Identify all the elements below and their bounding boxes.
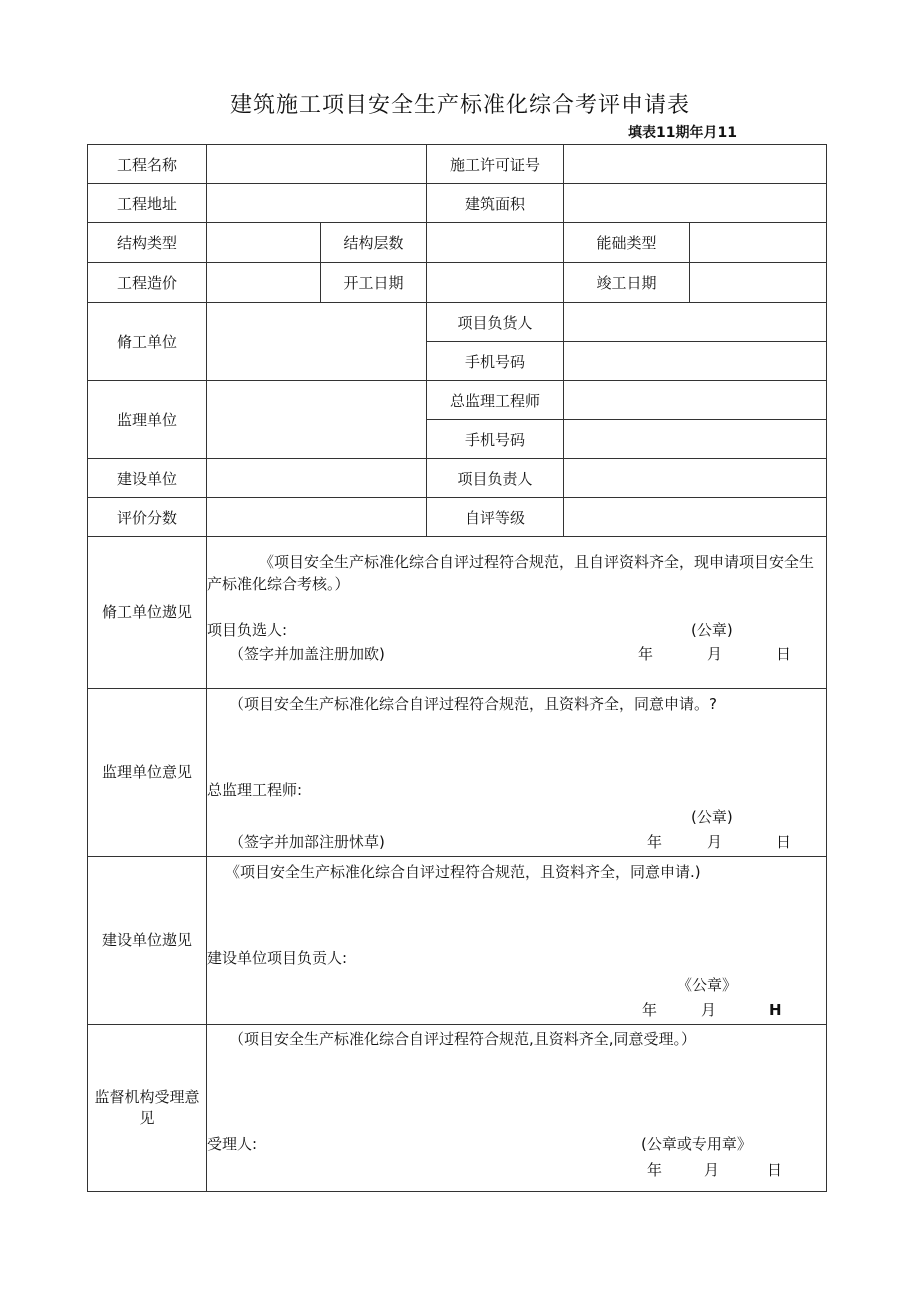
supervisor-seal: (公章) bbox=[691, 808, 733, 826]
constructor-opinion-text: 《项目安全生产标准化综合自评过程符合规范，且自评资料齐全，现申请项目安全生产标准化综合考核。） bbox=[207, 553, 815, 593]
owner-manager-label: 项目负责人 bbox=[427, 459, 564, 498]
project-name-label: 工程名称 bbox=[88, 145, 207, 184]
constructor-opinion-label: 脩工单位遨见 bbox=[88, 537, 207, 689]
finish-date-field[interactable] bbox=[690, 263, 827, 303]
owner-day: H bbox=[769, 1001, 782, 1019]
foundation-type-label: 能础类型 bbox=[564, 223, 690, 263]
phone2-label: 手机号码 bbox=[427, 420, 564, 459]
constructor-unit-field[interactable] bbox=[207, 303, 427, 381]
building-area-field[interactable] bbox=[564, 184, 827, 223]
cost-field[interactable] bbox=[207, 263, 321, 303]
address-field[interactable] bbox=[207, 184, 427, 223]
owner-opinion-text: 《项目安全生产标准化综合自评过程符合规范，且资料齐全，同意申请.) bbox=[225, 863, 701, 881]
supervisor-opinion-text: （项目安全生产标准化综合自评过程符合规范，且资料齐全，同意申请。? bbox=[229, 695, 717, 713]
phone1-field[interactable] bbox=[564, 342, 827, 381]
self-grade-label: 自评等级 bbox=[427, 498, 564, 537]
start-date-field[interactable] bbox=[427, 263, 564, 303]
foundation-type-field[interactable] bbox=[690, 223, 827, 263]
supervisor-unit-field[interactable] bbox=[207, 381, 427, 459]
owner-seal: 《公章》 bbox=[677, 976, 738, 994]
authority-opinion-text: （项目安全生产标准化综合自评过程符合规范,且资料齐全,同意受理。） bbox=[229, 1030, 697, 1048]
authority-year: 年 bbox=[647, 1161, 663, 1179]
structure-floors-label: 结构层数 bbox=[321, 223, 427, 263]
owner-year: 年 bbox=[642, 1001, 658, 1019]
authority-opinion-label: 监督机构受理意见 bbox=[88, 1025, 207, 1192]
project-manager-field[interactable] bbox=[564, 303, 827, 342]
structure-type-field[interactable] bbox=[207, 223, 321, 263]
supervisor-unit-label: 监理单位 bbox=[88, 381, 207, 459]
score-field[interactable] bbox=[207, 498, 427, 537]
application-form bbox=[87, 144, 827, 1192]
authority-day: 日 bbox=[767, 1161, 783, 1179]
structure-type-label: 结构类型 bbox=[88, 223, 207, 263]
owner-manager-field[interactable] bbox=[564, 459, 827, 498]
cost-label: 工程造价 bbox=[88, 263, 207, 303]
project-name-field[interactable] bbox=[207, 145, 427, 184]
structure-floors-field[interactable] bbox=[427, 223, 564, 263]
constructor-year: 年 bbox=[638, 645, 654, 663]
owner-opinion-label: 建设单位遨见 bbox=[88, 857, 207, 1025]
supervisor-opinion-label: 监理单位意见 bbox=[88, 689, 207, 857]
supervisor-sign-note: （签字并加部注册怵草) bbox=[229, 833, 385, 851]
permit-no-field[interactable] bbox=[564, 145, 827, 184]
page-title: 建筑施工项目安全生产标准化综合考评申请表 bbox=[229, 93, 690, 118]
self-grade-field[interactable] bbox=[564, 498, 827, 537]
authority-opinion-cell[interactable] bbox=[207, 1025, 827, 1192]
supervisor-year: 年 bbox=[647, 833, 663, 851]
constructor-signer: 项目负选人: bbox=[207, 621, 288, 639]
project-manager-label: 项目负货人 bbox=[427, 303, 564, 342]
constructor-opinion-cell[interactable] bbox=[207, 537, 827, 689]
address-label: 工程地址 bbox=[88, 184, 207, 223]
phone1-label: 手机号码 bbox=[427, 342, 564, 381]
fill-date: 填表11期年月11 bbox=[628, 125, 737, 141]
supervisor-month: 月 bbox=[707, 833, 723, 851]
constructor-unit-label: 脩工单位 bbox=[88, 303, 207, 381]
authority-seal: (公章或专用章》 bbox=[641, 1135, 752, 1153]
owner-signer: 建设单位项目负贡人: bbox=[207, 949, 348, 967]
supervisor-opinion-cell[interactable] bbox=[207, 689, 827, 857]
constructor-sign-note: （签字并加盖注册加欧) bbox=[229, 645, 385, 663]
chief-engineer-field[interactable] bbox=[564, 381, 827, 420]
authority-month: 月 bbox=[704, 1161, 720, 1179]
owner-unit-label: 建设单位 bbox=[88, 459, 207, 498]
owner-opinion-cell[interactable] bbox=[207, 857, 827, 1025]
constructor-seal: (公章) bbox=[691, 621, 733, 639]
supervisor-signer: 总监理工程师: bbox=[207, 781, 303, 799]
constructor-month: 月 bbox=[707, 645, 723, 663]
score-label: 评价分数 bbox=[88, 498, 207, 537]
authority-signer: 受理人: bbox=[207, 1135, 258, 1153]
phone2-field[interactable] bbox=[564, 420, 827, 459]
owner-month: 月 bbox=[701, 1001, 717, 1019]
owner-unit-field[interactable] bbox=[207, 459, 427, 498]
start-date-label: 开工日期 bbox=[321, 263, 427, 303]
finish-date-label: 竣工日期 bbox=[564, 263, 690, 303]
constructor-day: 日 bbox=[776, 645, 792, 663]
permit-no-label: 施工许可证号 bbox=[427, 145, 564, 184]
supervisor-day: 日 bbox=[776, 833, 792, 851]
building-area-label: 建筑面积 bbox=[427, 184, 564, 223]
chief-engineer-label: 总监理工程师 bbox=[427, 381, 564, 420]
